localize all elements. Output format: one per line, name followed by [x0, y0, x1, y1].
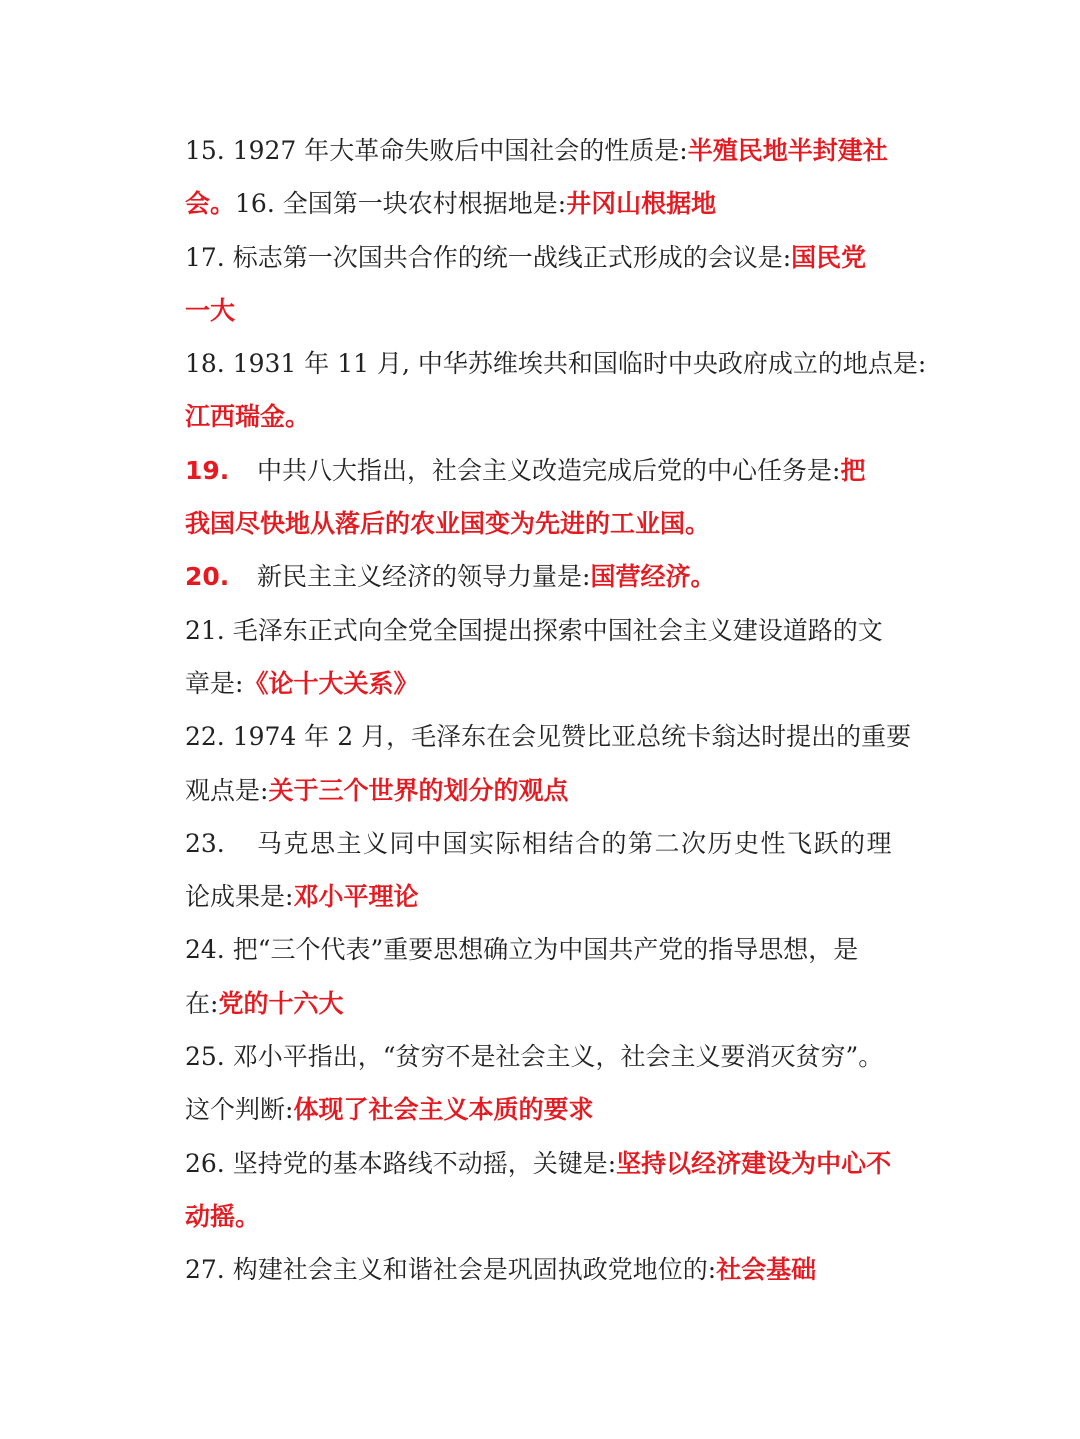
line-22 [185, 710, 912, 763]
line-18 [185, 337, 927, 390]
question-number: 23. [185, 828, 225, 858]
question-text: 中共八大指出，社会主义改造完成后党的中心任务是: [257, 455, 841, 485]
question-text: 观点是: [185, 775, 269, 805]
answer-text: 会。 [185, 189, 236, 219]
answer-text: 动摇。 [185, 1201, 261, 1231]
question-text: 16. 全国第一块农村根据地是: [235, 189, 567, 219]
line-20 [185, 550, 897, 603]
line-26-cont [185, 1190, 897, 1243]
line-15-16 [185, 177, 897, 230]
answer-text: 半殖民地半封建社 [687, 136, 888, 165]
line-25 [185, 1030, 897, 1083]
line-24 [185, 923, 897, 976]
answer-text: 体现了社会主义本质的要求 [293, 1095, 594, 1125]
question-text: 马克思主义同中国实际相结合的第二次历史性飞跃的理 [257, 828, 894, 858]
answer-text: 一大 [185, 295, 236, 325]
answer-text: 社会基础 [716, 1255, 817, 1285]
question-text: 这个判断: [185, 1095, 294, 1125]
question-text: 论成果是: [185, 882, 294, 912]
question-text: 26. 坚持党的基本路线不动摇，关键是: [185, 1148, 617, 1178]
question-text: 17. 标志第一次国共合作的统一战线正式形成的会议是: [185, 242, 792, 272]
line-21-cont [185, 657, 897, 710]
line-18-cont [185, 390, 897, 443]
answer-text: 把 [840, 455, 866, 485]
document-page [185, 124, 927, 1297]
line-23 [185, 817, 897, 870]
answer-text: 党的十六大 [218, 988, 344, 1018]
line-19 [185, 444, 897, 497]
question-text: 章是: [185, 668, 244, 698]
question-text: 在: [185, 988, 219, 1018]
line-15 [185, 124, 897, 177]
answer-text: 我国尽快地从落后的农业国变为先进的工业国。 [185, 509, 711, 539]
line-26 [185, 1137, 897, 1190]
question-text: 22. 1974 年 2 月，毛泽东在会见赞比亚总统卡翁达时提出的重要 [185, 722, 912, 752]
line-17 [185, 231, 897, 284]
question-text: 18. 1931 年 11 月, 中华苏维埃共和国临时中央政府成立的地点是: [185, 349, 927, 379]
question-text: 21. 毛泽东正式向全党全国提出探索中国社会主义建设道路的文 [185, 615, 883, 645]
line-19-cont [185, 497, 897, 550]
answer-text: 江西瑞金。 [185, 402, 311, 432]
question-number: 19. [185, 455, 230, 485]
question-number: 20. [185, 562, 230, 592]
answer-text: 井冈山根据地 [566, 189, 717, 219]
line-25-cont [185, 1083, 897, 1136]
line-21 [185, 604, 897, 657]
line-27 [185, 1243, 897, 1296]
line-22-cont [185, 764, 897, 817]
answer-text: 国民党 [791, 242, 867, 272]
line-23-cont [185, 870, 897, 923]
answer-text: 邓小平理论 [293, 882, 419, 912]
question-text: 新民主主义经济的领导力量是: [257, 562, 591, 592]
answer-text: 坚持以经济建设为中心不 [616, 1148, 892, 1178]
line-17-cont [185, 284, 897, 337]
answer-text: 关于三个世界的划分的观点 [268, 775, 569, 805]
question-text: 25. 邓小平指出，“贫穷不是社会主义，社会主义要消灭贫穷”。 [185, 1042, 884, 1072]
question-text: 15. 1927 年大革命失败后中国社会的性质是: [185, 136, 688, 165]
answer-text: 《论十大关系》 [243, 668, 419, 698]
question-text: 27. 构建社会主义和谐社会是巩固执政党地位的: [185, 1255, 717, 1285]
question-text: 24. 把“三个代表”重要思想确立为中国共产党的指导思想，是 [185, 935, 859, 965]
answer-text: 国营经济。 [590, 562, 716, 592]
line-24-cont [185, 977, 897, 1030]
